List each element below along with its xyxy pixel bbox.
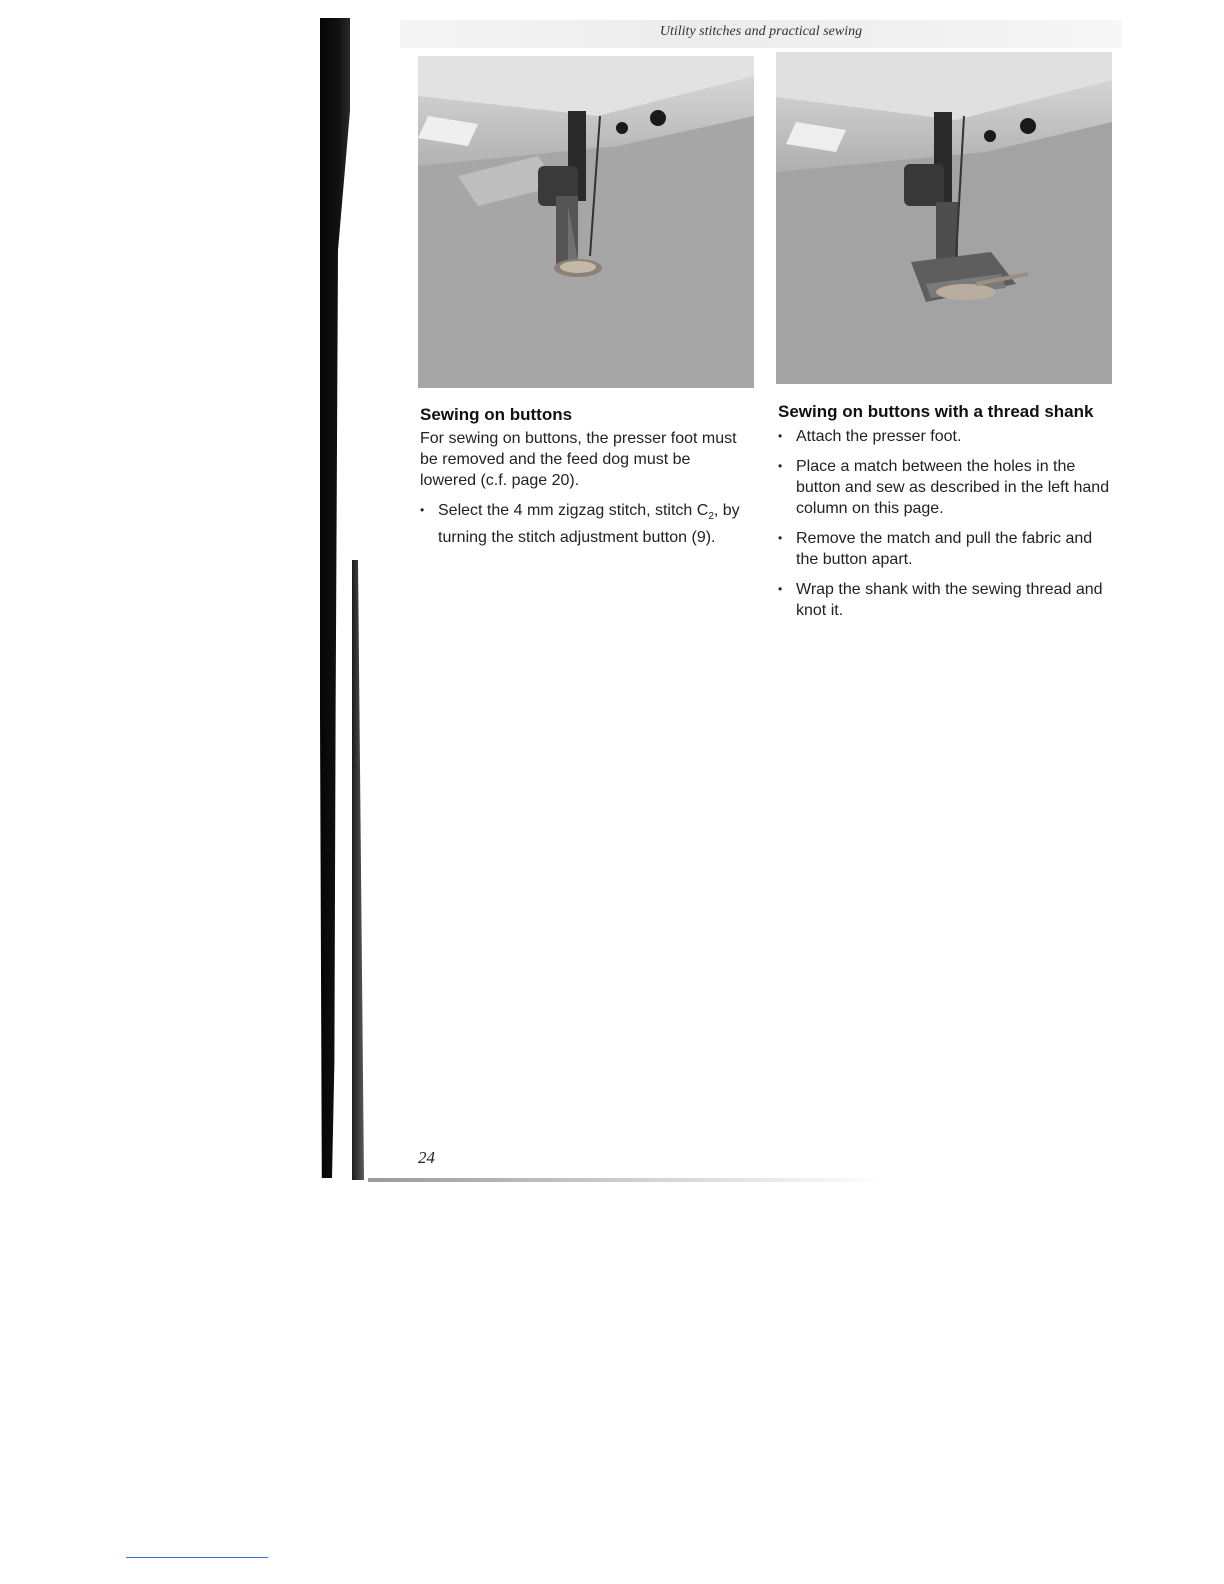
- book-spine-shadow: [320, 18, 350, 1178]
- list-item: • Attach the presser foot.: [778, 426, 1110, 447]
- page-bottom-edge: [368, 1178, 888, 1182]
- book-spine-edge: [352, 560, 372, 1180]
- presser-foot-button-photo: [418, 56, 754, 388]
- right-heading: Sewing on buttons with a thread shank: [778, 402, 1094, 421]
- presser-foot-thread-shank-photo: [776, 52, 1112, 384]
- list-item: • Place a match between the holes in the button and sew as described in the left hand column on this page.: [778, 456, 1110, 519]
- sewing-machine-icon: [776, 52, 1112, 384]
- running-head: Utility stitches and practical sewing: [659, 24, 863, 39]
- list-item: • Select the 4 mm zigzag stitch, stitch $C_2$, by turning the stitch adjustment button (9).: [420, 500, 740, 548]
- left-bullets: [420, 500, 740, 557]
- page-number: 24: [418, 1148, 435, 1167]
- left-heading: Sewing on buttons: [420, 405, 573, 424]
- list-item: • Remove the match and pull the fabric and the button apart.: [778, 528, 1110, 570]
- left-intro: For sewing on buttons, the presser foot must be removed and the feed dog must be lowered (c.f. page 20).: [420, 430, 737, 489]
- list-item: • Wrap the shank with the sewing thread and knot it.: [778, 579, 1110, 621]
- right-bullets: [778, 426, 1110, 630]
- footnote-rule: [126, 1557, 268, 1558]
- sewing-machine-icon: [418, 56, 754, 388]
